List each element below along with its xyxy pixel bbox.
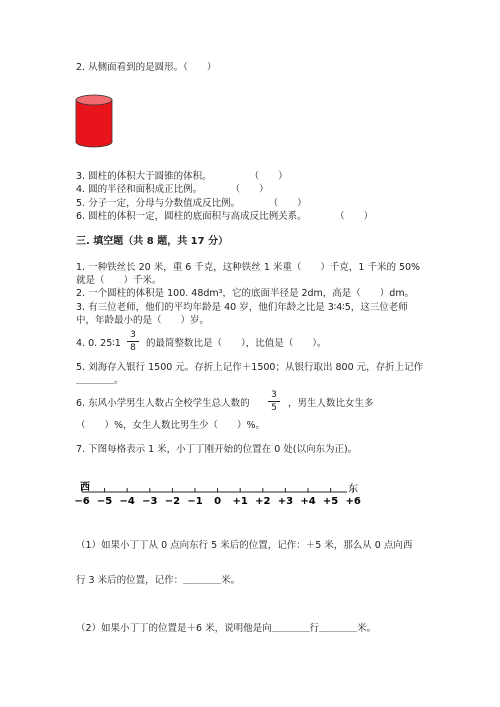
judge-q6: 6. 圆柱的体积一定，圆柱的底面积与高成反比例关系。 （ ） [76,211,374,222]
fraction-denominator: 8 [130,343,136,353]
fill-q6-fraction [268,390,280,413]
fill-q7: 7. 下图每格表示 1 米，小丁丁刚开始的位置在 0 处(以向东为正)。 [76,444,358,455]
number-line-tick-label: +6 [345,496,361,507]
judge-q4: 4. 圆的半径和面积成正比例。 （ ） [76,184,269,195]
number-line-tick-label: −3 [142,496,158,507]
judge-q3: 3. 圆柱的体积大于圆锥的体积。 （ ） [76,171,288,182]
fraction-numerator: 3 [271,390,277,400]
fill-q4-suffix: 的最简整数比是（ ），比值是（ ）。 [146,338,327,349]
number-line-tick-label: −4 [119,496,135,507]
fraction-numerator: 3 [130,330,136,340]
fill-q2: 2. 一个圆柱的体积是 100. 48dm³，它的底面半径是 2dm，高是（ ）dm。 [76,288,415,299]
judge-q2: 2. 从侧面看到的是圆形。（ ） [76,62,217,73]
fill-q4-prefix: 4. 0. 25∶1 [76,338,121,349]
fill-q1-line2: 就是（ ）千米。 [76,275,162,286]
number-line-tick-label: +3 [277,496,294,507]
number-line-west-label: 西 [80,482,90,493]
section-title-fill-blank: 三. 填空题（共 8 题，共 17 分） [76,236,229,247]
fill-q4-fraction [127,330,139,353]
red-cylinder-image [74,94,114,150]
number-line-tick-label: +2 [255,496,271,507]
number-line [74,478,374,508]
fill-q7-sub1-line1: （1）如果小丁丁从 0 点向东行 5 米后的位置，记作：＋5 米，那么从 0 点向西 [76,540,413,551]
number-line-tick-label: −2 [164,496,181,507]
fill-q7-sub2: （2）如果小丁丁的位置是＋6 米，说明他是向＿＿＿＿行＿＿＿＿米。 [76,623,377,634]
judge-q5: 5. 分子一定，分母与分数值成反比例。 （ ） [76,198,307,209]
number-line-tick-label: −6 [74,496,90,507]
fill-q6-line2: （ ）%，女生人数比男生少（ ）%。 [76,420,266,431]
number-line-tick-label: +4 [300,496,316,507]
number-line-east-label: 东 [348,484,358,495]
fill-q3-line2: 中，年龄最小的是（ ）岁。 [76,315,210,326]
number-line-tick-label: +5 [322,496,339,507]
number-line-tick-label: 0 [214,496,222,507]
fill-q3-line1: 3. 有三位老师，他们的平均年龄是 40 岁，他们年龄之比是 3∶4∶5，这三位老师 [76,302,408,313]
number-line-tick-label: −1 [187,496,203,507]
fraction-denominator: 5 [271,403,277,413]
fill-q5-line1: 5. 刘海存入银行 1500 元。存折上记作＋1500；从银行取出 800 元，存折上记作 [76,362,424,373]
fill-q6-prefix: 6. 东风小学男生人数占全校学生总人数的 [76,398,250,409]
number-line-tick-label: −5 [96,496,113,507]
number-line-tick-label: +1 [232,496,248,507]
fill-q1-line1: 1. 一种铁丝长 20 米，重 6 千克，这种铁丝 1 米重（ ）千克，1 千米的 50% [76,262,421,273]
fill-q5-line2: ＿＿＿＿。 [76,375,124,386]
fill-q6-suffix: ，男生人数比女生多 [288,398,374,409]
fill-q7-sub1-line2: 行 3 米后的位置，记作：＿＿＿＿米。 [76,575,241,586]
